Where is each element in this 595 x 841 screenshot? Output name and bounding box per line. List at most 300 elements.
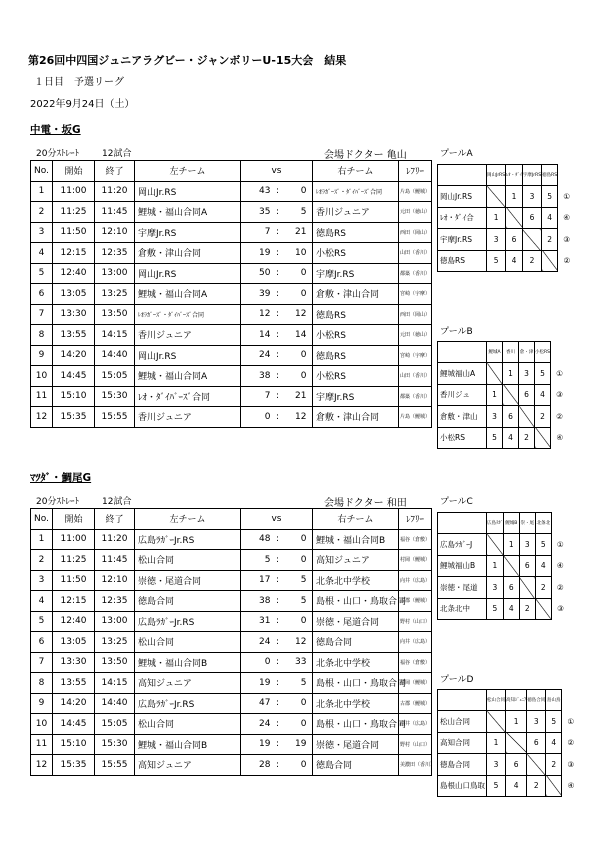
left-team: 松山合同	[135, 550, 241, 571]
score-cell	[241, 550, 313, 571]
right-team: 倉敷・津山合同	[313, 407, 399, 428]
pool-order-cell: 2	[535, 577, 551, 599]
match-row	[31, 734, 432, 755]
pool-column-header: 北条北	[535, 513, 551, 534]
score-separator: :	[275, 677, 280, 688]
pool-order-cell: 3	[487, 229, 506, 251]
score	[241, 616, 312, 626]
start-time: 11:50	[53, 222, 95, 243]
start-time: 15:35	[53, 755, 95, 776]
score	[241, 637, 312, 647]
match-number: 8	[31, 673, 53, 694]
end-time: 13:50	[95, 304, 135, 325]
end-time: 15:55	[95, 407, 135, 428]
pool-team-name: 広島ﾗｶﾞｰJ	[438, 534, 487, 556]
score-cell	[241, 632, 313, 653]
score	[241, 289, 312, 299]
end-time: 14:15	[95, 325, 135, 346]
right-team: 崇徳・尾道合同	[313, 734, 399, 755]
pool-row	[438, 363, 569, 385]
pool-order-cell: 2	[546, 754, 562, 776]
left-team: 岡山Jr.RS	[135, 263, 241, 284]
score	[241, 534, 312, 544]
referee: 西田（岡山）	[399, 222, 432, 243]
pool-row	[438, 577, 570, 599]
pool-diagonal-cell	[535, 598, 551, 620]
pool-order-cell: 6	[522, 207, 541, 229]
pool-diagonal-cell	[519, 577, 535, 599]
pool-order-cell: 3	[522, 186, 541, 208]
pool-rank: ④	[556, 433, 564, 443]
pool-rank: ④	[556, 561, 564, 571]
right-score: 0	[300, 288, 307, 299]
left-score: 19	[259, 739, 271, 750]
pool-order-cell: 2	[527, 775, 546, 797]
left-score: 19	[259, 677, 271, 688]
score-cell	[241, 755, 313, 776]
right-team: 徳島RS	[313, 222, 399, 243]
left-team: 鯉城・福山合同A	[135, 366, 241, 387]
pool-row	[438, 384, 569, 406]
pool-team-name: ﾚｵ・ﾀﾞｲ合	[438, 207, 487, 229]
left-team: 岡山Jr.RS	[135, 181, 241, 202]
pool-order-cell: 1	[487, 384, 503, 406]
pool-order-cell: 5	[487, 250, 506, 272]
score-separator: :	[275, 370, 280, 381]
pool-order-cell: 1	[503, 534, 519, 556]
pool-rank: ①	[556, 539, 564, 549]
referee: 山田（香川）	[399, 366, 432, 387]
left-score: 14	[259, 329, 271, 340]
pool-rank-header	[558, 165, 576, 186]
pool-row	[438, 534, 570, 556]
pool-order-cell: 5	[535, 534, 551, 556]
pool-column-header: 徳島合同	[527, 690, 546, 711]
match-number: 12	[31, 755, 53, 776]
match-row	[31, 304, 432, 325]
match-row	[31, 611, 432, 632]
pool-rank: ①	[556, 368, 563, 378]
end-time: 12:35	[95, 591, 135, 612]
start-time: 13:55	[53, 673, 95, 694]
pool-diagonal-cell	[503, 555, 519, 577]
pool-row	[438, 775, 580, 797]
referee: 野村（山口）	[399, 611, 432, 632]
column-header: ﾚﾌﾘｰ	[399, 161, 432, 182]
referee: 福谷（倉敷）	[399, 529, 432, 550]
match-row	[31, 366, 432, 387]
score-separator: :	[275, 350, 280, 361]
match-row	[31, 284, 432, 305]
column-header: 左チーム	[135, 161, 241, 182]
pool-team-name: 香川ジュ	[438, 384, 487, 406]
column-header: vs	[241, 509, 313, 530]
column-header: 右チーム	[313, 509, 399, 530]
right-team: 徳島合同	[313, 632, 399, 653]
left-score: 5	[264, 554, 271, 565]
start-time: 14:20	[53, 345, 95, 366]
left-team: 広島ﾗｶﾞｰJr.RS	[135, 611, 241, 632]
right-team: 徳島合同	[313, 755, 399, 776]
right-score: 0	[300, 718, 307, 729]
pool-column-header: 島山鳥	[546, 690, 562, 711]
score-separator: :	[275, 759, 280, 770]
match-number: 5	[31, 611, 53, 632]
right-score: 5	[300, 575, 307, 586]
match-number: 9	[31, 345, 53, 366]
pool-diagonal-cell	[503, 384, 519, 406]
right-score: 0	[300, 698, 307, 709]
pool-order-cell: 2	[542, 229, 558, 251]
pool-order-cell: 1	[506, 186, 523, 208]
pool-team-name: 岡山Jr.RS	[438, 186, 487, 208]
left-team: 崇徳・尾道合同	[135, 570, 241, 591]
left-team: 鯉城・福山合同B	[135, 734, 241, 755]
left-score: 50	[259, 268, 271, 279]
pool-order-cell: 6	[506, 229, 523, 251]
right-score: 0	[300, 616, 307, 627]
score-cell	[241, 652, 313, 673]
match-row	[31, 345, 432, 366]
right-score: 12	[295, 309, 307, 320]
start-time: 13:05	[53, 284, 95, 305]
end-time: 15:05	[95, 714, 135, 735]
score-cell	[241, 570, 313, 591]
end-time: 15:30	[95, 734, 135, 755]
pool-order-cell: 3	[487, 406, 503, 428]
score-separator: :	[275, 268, 280, 279]
right-team: 鯉城・福山合同B	[313, 529, 399, 550]
pool-order-cell: 1	[487, 207, 506, 229]
left-score: 28	[259, 759, 271, 770]
start-time: 11:00	[53, 529, 95, 550]
venue-doctor: 会場ドクター 亀山	[324, 150, 407, 161]
start-time: 13:30	[53, 304, 95, 325]
pool-diagonal-cell	[542, 250, 558, 272]
left-score: 19	[259, 247, 271, 258]
pool-row	[438, 406, 569, 428]
right-team: 小松RS	[313, 243, 399, 264]
pool-title: プールB	[440, 327, 473, 337]
referee: 古郡（鯉城）	[399, 693, 432, 714]
pool-column-header: 倉・津	[519, 342, 535, 363]
pool-column-header: 崇・尾	[519, 513, 535, 534]
end-time: 11:45	[95, 202, 135, 223]
match-row	[31, 550, 432, 571]
left-team: 松山合同	[135, 632, 241, 653]
score-separator: :	[275, 329, 280, 340]
pool-team-name: 徳島RS	[438, 250, 487, 272]
pool-diagonal-cell	[506, 207, 523, 229]
score-cell	[241, 529, 313, 550]
left-score: 0	[264, 657, 271, 668]
referee: 山田（香川）	[399, 243, 432, 264]
start-time: 15:35	[53, 407, 95, 428]
pool-order-cell: 2	[535, 406, 551, 428]
match-row	[31, 263, 432, 284]
pool-rank: ②	[567, 738, 575, 748]
pool-column-header: 小松RS	[535, 342, 551, 363]
right-score: 0	[300, 534, 307, 545]
left-team: ﾚｵ・ﾀﾞｲﾊﾞｰｽﾞ合同	[135, 386, 241, 407]
score-cell	[241, 693, 313, 714]
left-score: 0	[264, 411, 271, 422]
score	[241, 330, 312, 340]
pool-rank: ②	[563, 256, 571, 266]
start-time: 14:45	[53, 366, 95, 387]
header-row	[31, 161, 432, 182]
start-time: 12:15	[53, 243, 95, 264]
score	[241, 350, 312, 360]
match-number: 9	[31, 693, 53, 714]
start-time: 12:15	[53, 591, 95, 612]
pool-row	[438, 754, 580, 776]
match-number: 7	[31, 304, 53, 325]
pool-order-cell: 6	[503, 406, 519, 428]
pool-row	[438, 711, 580, 733]
day-label: １日目 予選リーグ	[34, 77, 124, 88]
pool-diagonal-cell	[522, 229, 541, 251]
left-team: 松山合同	[135, 714, 241, 735]
pool-order-cell: 3	[487, 754, 506, 776]
start-time: 14:20	[53, 693, 95, 714]
venue-name: ﾏﾂﾀﾞ・鯛尾G	[30, 472, 92, 484]
referee: 向井（広島）	[399, 714, 432, 735]
match-number: 2	[31, 550, 53, 571]
referee: 宮崎（宇摩）	[399, 284, 432, 305]
pool-order-cell: 3	[487, 577, 504, 599]
pool-order-cell: 3	[519, 534, 535, 556]
score-separator: :	[275, 186, 280, 197]
left-score: 31	[259, 616, 271, 627]
pool-header-row	[438, 342, 569, 363]
score	[241, 248, 312, 258]
right-score: 19	[295, 739, 307, 750]
pool-rank: ④	[563, 213, 570, 223]
right-team: ﾚｵﾗｶﾞｰｽﾞ・ﾀﾞｲﾊﾞｰｽﾞ合同	[313, 181, 399, 202]
start-time: 11:50	[53, 570, 95, 591]
pool-row	[438, 732, 580, 754]
referee: 片島（鯉城）	[399, 181, 432, 202]
referee: 都築（香川）	[399, 386, 432, 407]
referee: 向井（広島）	[399, 632, 432, 653]
score	[241, 207, 312, 217]
end-time: 15:05	[95, 366, 135, 387]
score-cell	[241, 222, 313, 243]
right-team: 小松RS	[313, 325, 399, 346]
right-score: 14	[295, 329, 307, 340]
column-header: No.	[31, 161, 53, 182]
match-number: 10	[31, 366, 53, 387]
match-format: 20分ｽﾄﾚｰﾄ	[36, 149, 79, 159]
pool-order-cell: 5	[487, 598, 504, 620]
start-time: 13:30	[53, 652, 95, 673]
end-time: 11:20	[95, 529, 135, 550]
pool-order-cell: 4	[503, 427, 519, 449]
column-header: 終了	[95, 161, 135, 182]
pool-diagonal-cell	[487, 711, 506, 733]
match-number: 3	[31, 570, 53, 591]
score	[241, 678, 312, 688]
pool-column-header: 香川	[503, 342, 519, 363]
pool-header-row	[438, 165, 576, 186]
score	[241, 739, 312, 749]
right-team: 島根・山口・鳥取合同	[313, 714, 399, 735]
pool-column-header: 広島ﾗｶﾞ	[487, 513, 504, 534]
column-header: ﾚﾌﾘｰ	[399, 509, 432, 530]
match-number: 12	[31, 407, 53, 428]
score-separator: :	[275, 636, 280, 647]
left-score: 24	[259, 350, 271, 361]
right-score: 21	[295, 227, 307, 238]
match-row	[31, 714, 432, 735]
match-row	[31, 755, 432, 776]
column-header: 右チーム	[313, 161, 399, 182]
match-number: 11	[31, 734, 53, 755]
pool-team-name: 宇摩Jr.RS	[438, 229, 487, 251]
start-time: 11:25	[53, 202, 95, 223]
score	[241, 596, 312, 606]
left-score: 35	[259, 206, 271, 217]
match-number: 11	[31, 386, 53, 407]
start-time: 13:05	[53, 632, 95, 653]
left-score: 24	[259, 718, 271, 729]
left-team: 岡山Jr.RS	[135, 345, 241, 366]
score-separator: :	[275, 575, 280, 586]
right-team: 島根・山口・鳥取合同	[313, 673, 399, 694]
score	[241, 657, 312, 667]
score	[241, 698, 312, 708]
right-team: 高知ジュニア	[313, 550, 399, 571]
end-time: 15:30	[95, 386, 135, 407]
right-team: 北条北中学校	[313, 693, 399, 714]
match-row	[31, 591, 432, 612]
score	[241, 575, 312, 585]
score-separator: :	[275, 657, 280, 668]
left-team: 宇摩Jr.RS	[135, 222, 241, 243]
pool-rank-header	[562, 690, 580, 711]
right-team: 島根・山口・鳥取合同	[313, 591, 399, 612]
match-row	[31, 222, 432, 243]
pool-team-name: 小松RS	[438, 427, 487, 449]
score	[241, 268, 312, 278]
column-header: 左チーム	[135, 509, 241, 530]
right-score: 12	[295, 411, 307, 422]
right-score: 0	[300, 350, 307, 361]
pool-diagonal-cell	[487, 534, 504, 556]
end-time: 13:00	[95, 263, 135, 284]
pool-rank: ③	[556, 390, 563, 400]
match-number: 3	[31, 222, 53, 243]
left-team: 鯉城・福山合同A	[135, 202, 241, 223]
pool-order-cell: 1	[503, 363, 519, 385]
left-team: 高知ジュニア	[135, 673, 241, 694]
start-time: 13:55	[53, 325, 95, 346]
pool-team-name: 徳島合同	[438, 754, 487, 776]
score	[241, 371, 312, 381]
date-label: 2022年9月24日（土）	[30, 99, 135, 110]
left-score: 7	[264, 227, 271, 238]
pool-order-cell: 4	[503, 598, 519, 620]
score-cell	[241, 345, 313, 366]
score-separator: :	[275, 206, 280, 217]
right-score: 0	[300, 186, 307, 197]
score-separator: :	[275, 309, 280, 320]
score-separator: :	[275, 227, 280, 238]
pool-row	[438, 207, 576, 229]
pool-row	[438, 427, 569, 449]
referee: 片島（鯉城）	[399, 407, 432, 428]
right-team: 香川ジュニア	[313, 202, 399, 223]
score-cell	[241, 714, 313, 735]
pool-order-cell: 2	[519, 427, 535, 449]
referee: 都築（香川）	[399, 263, 432, 284]
pool-order-cell: 3	[519, 363, 535, 385]
pool-rank: ③	[563, 234, 570, 244]
score-cell	[241, 202, 313, 223]
end-time: 14:40	[95, 693, 135, 714]
score-separator: :	[275, 554, 280, 565]
end-time: 11:20	[95, 181, 135, 202]
end-time: 12:35	[95, 243, 135, 264]
pool-team-name: 倉敷・津山	[438, 406, 487, 428]
pool-title: プールA	[440, 149, 473, 159]
score-cell	[241, 611, 313, 632]
match-row	[31, 243, 432, 264]
score-cell	[241, 591, 313, 612]
referee: 美濃田（香川）	[399, 755, 432, 776]
pool-order-cell: 1	[506, 711, 527, 733]
left-score: 17	[259, 575, 271, 586]
right-score: 10	[295, 247, 307, 258]
venue-name: 中電・坂G	[30, 124, 81, 136]
pool-order-cell: 6	[519, 384, 535, 406]
pool-corner-cell	[438, 690, 487, 711]
pool-column-header: ﾚｵ・ﾀﾞｲ	[506, 165, 523, 186]
pool-order-cell: 5	[542, 186, 558, 208]
score-cell	[241, 325, 313, 346]
pool-diagonal-cell	[487, 186, 506, 208]
start-time: 14:45	[53, 714, 95, 735]
right-score: 12	[295, 636, 307, 647]
start-time: 12:40	[53, 611, 95, 632]
end-time: 13:25	[95, 284, 135, 305]
pool-order-cell: 4	[535, 555, 551, 577]
venue-doctor: 会場ドクター 和田	[324, 498, 407, 509]
score-cell	[241, 243, 313, 264]
score-separator: :	[275, 288, 280, 299]
match-table	[30, 508, 436, 776]
pool-order-cell: 5	[546, 711, 562, 733]
pool-order-cell: 1	[487, 555, 504, 577]
pool-order-cell: 4	[506, 775, 527, 797]
score-separator: :	[275, 247, 280, 258]
score	[241, 555, 312, 565]
end-time: 13:00	[95, 611, 135, 632]
match-row	[31, 386, 432, 407]
score-cell	[241, 284, 313, 305]
score-cell	[241, 304, 313, 325]
start-time: 15:10	[53, 386, 95, 407]
right-team: 徳島RS	[313, 345, 399, 366]
pool-rank: ④	[567, 781, 575, 791]
pool-order-cell: 5	[535, 363, 551, 385]
header-row	[31, 509, 432, 530]
pool-column-header: 松山合同	[487, 690, 506, 711]
pool-diagonal-cell	[546, 775, 562, 797]
left-score: 7	[264, 391, 271, 402]
match-row	[31, 325, 432, 346]
